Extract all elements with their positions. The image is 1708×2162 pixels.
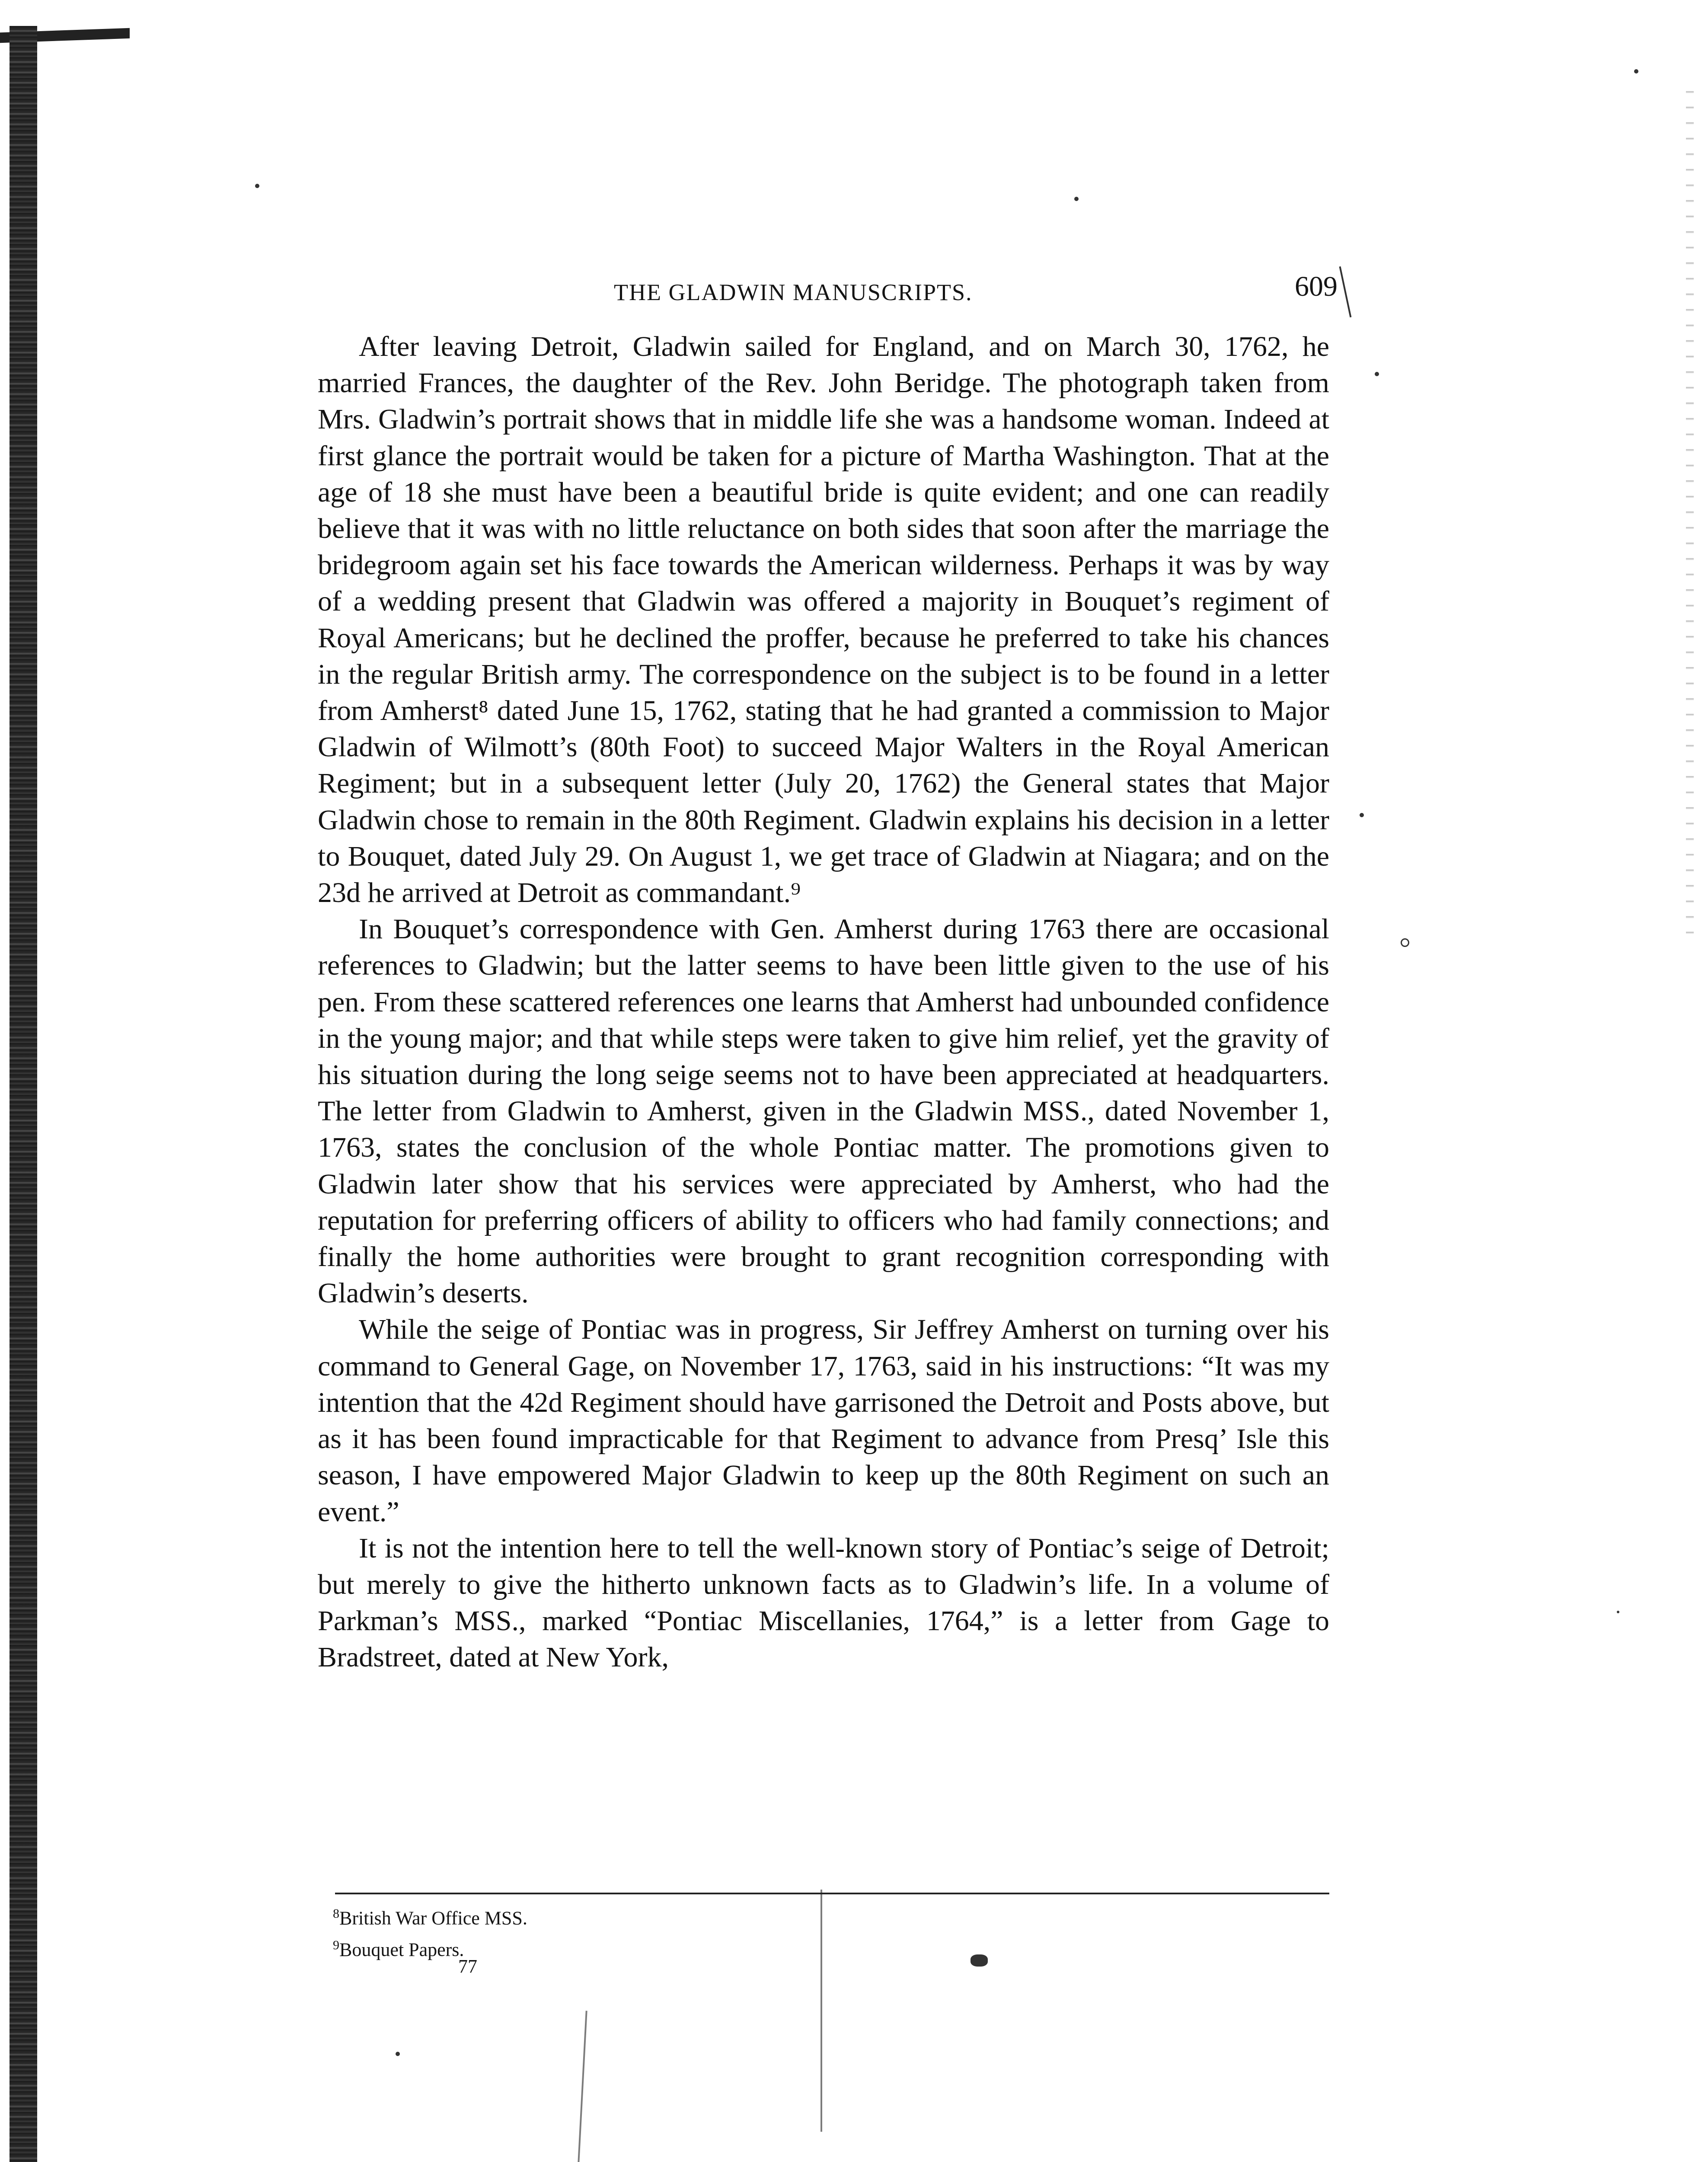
footnote-number: 8 [333,1906,339,1921]
running-head: THE GLADWIN MANUSCRIPTS. [614,279,973,305]
paragraph: In Bouquet’s correspondence with Gen. Amherst during 1763 there are occasional references to Gladwin; but the latter seems to have been little given to the use of his pen. From these scattered references one learns that Amherst had unbounded confidence in the young major; and that while steps were taken to give him relief, yet the gravity of his situation during the long seige seems not to have been appreciated at headquarters. The letter from Gladwin to Amherst, given in the Gladwin MSS., dated November 1, 1763, states the conclusion of the whole Pontiac matter. The promotions given to Gladwin later show that his services were appreciated by Amherst, who had the reputation for preferring officers of ability to officers who had family connections; and finally the home authorities were brought to grant recognition corresponding with Gladwin’s deserts. [318,913,1329,1309]
scan-speck [1074,197,1079,201]
paragraph: While the seige of Pontiac was in progress, Sir Jeffrey Amherst on turning over his command to General Gage, on November 17, 1763, said in his instructions: “It was my intention that the 42d Regiment should have garrisoned the Detroit and Posts above, but as it has been found impracticable for that Regiment to advance from Presq’ Isle this season, I have empowered Major Gladwin to keep up the 80th Regiment on such an event.” [318,1314,1329,1528]
footnotes [333,1900,527,1963]
body-text [318,329,1329,1676]
scan-speck [255,184,259,188]
right-edge-shadow [1686,78,1694,943]
footnote-rule [335,1893,1329,1894]
binding-edge [10,26,37,2162]
footnote [333,1932,527,1964]
scan-speck [971,1954,988,1967]
scan-speck [1375,372,1379,376]
footnote-number: 9 [333,1938,339,1952]
footnote-text: Bouquet Papers. [339,1939,464,1961]
signature-mark: 77 [458,1956,477,1977]
scan-scratch [820,1890,822,2132]
scan-speck [396,2052,400,2056]
scan-speck [1617,1611,1619,1613]
paragraph: After leaving Detroit, Gladwin sailed for England, and on March 30, 1762, he married Frances, the daughter of the Rev. John Beridge. The photograph taken from Mrs. Gladwin’s portrait shows that in middle life she was a handsome woman. Indeed at first glance the portrait would be taken for a picture of Martha Washington. That at the age of 18 she must have been a beautiful bride is quite evident; and one can readily believe that it was with no little reluctance on both sides that soon after the marriage the bridegroom again set his face towards the American wilderness. Perhaps it was by way of a wedding present that Gladwin was offered a majority in Bouquet’s regiment of Royal Americans; but he declined the proffer, because he preferred to take his chances in the regular British army. The correspondence on the subject is to be found in a letter from Amherst⁸ dated June 15, 1762, stating that he had granted a commission to Major Gladwin of Wilmott’s (80th Foot) to succeed Major Walters in the Royal American Regiment; but in a subsequent letter (July 20, 1762) the General states that Major Gladwin chose to remain in the 80th Regiment. Gladwin explains his decision in a letter to Bouquet, dated July 29. On August 1, we get trace of Gladwin at Niagara; and on the 23d he arrived at Detroit as commandant.⁹ [318,331,1329,909]
scan-speck [1634,69,1638,74]
footnote-text: British War Office MSS. [339,1907,527,1929]
page-number-mark [1339,266,1352,317]
paragraph: It is not the intention here to tell the well-known story of Pontiac’s seige of Detroit; but merely to give the hitherto unknown facts as to Gladwin’s life. In a volume of Parkman’s MSS., marked “Pontiac Miscellanies, 1764,” is a letter from Gage to Bradstreet, dated at New York, [318,1532,1329,1673]
scan-scratch [577,2011,587,2162]
scan-speck [1401,938,1409,947]
page-number: 609 [1295,271,1338,302]
scan-speck [1360,813,1364,817]
footnote [333,1900,527,1932]
